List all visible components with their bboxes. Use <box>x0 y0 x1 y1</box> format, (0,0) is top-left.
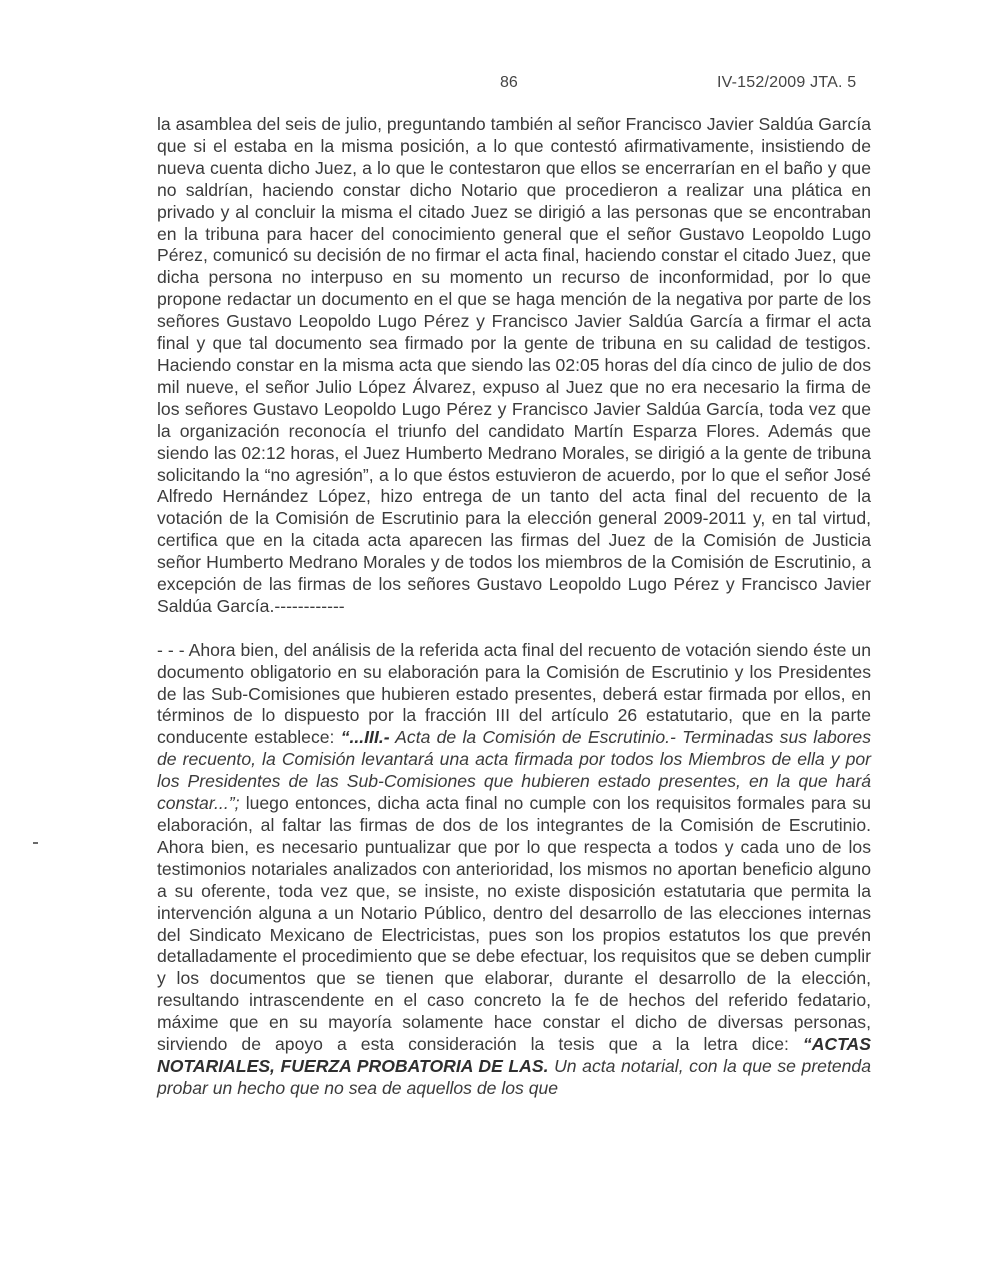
paragraph-analysis <box>157 640 871 1100</box>
paragraph-1-text: la asamblea del seis de julio, preguntando también al señor Francisco Javier Saldúa García que si el estaba en la misma posición, a lo que contestó afirmativamente, insistiendo de nueva cuenta dicho Juez, a lo que le contestaron que ellos se encerrarían en el baño y que no saldrían, haciendo constar dicho Notario que procedieron a realizar una plática en privado y al concluir la misma el citado Juez se dirigió a las personas que se encontraban en la tribuna para hacer del conocimiento general que el señor Gustavo Leopoldo Lugo Pérez, comunicó su decisión de no firmar el acta final, haciendo constar el citado Juez, que dicha persona no interpuso en su momento un recurso de inconformidad, por lo que propone redactar un documento en el que se haga mención de la negativa por parte de los señores Gustavo Leopoldo Lugo Pérez y Francisco Javier Saldúa García a firmar el acta final y que tal documento sea firmado por la gente de tribuna en su calidad de testigos. Haciendo constar en la misma acta que siendo las 02:05 horas del día cinco de julio de dos mil nueve, el señor Julio López Álvarez, expuso al Juez que no era necesario la firma de los señores Gustavo Leopoldo Lugo Pérez y Francisco Javier Saldúa García, toda vez que la organización reconocía el triunfo del candidato Martín Esparza Flores. Además que siendo las 02:12 horas, el Juez Humberto Medrano Morales, se dirigió a la gente de tribuna solicitando la “no agresión”, a lo que éstos estuvieron de acuerdo, por lo que el señor José Alfredo Hernández López, hizo entrega de un tanto del acta final del recuento de la votación de la Comisión de Escrutinio para la elección general 2009-2011 y, en tal virtud, certifica que en la citada acta aparecen las firmas del Juez de la Comisión de Justicia señor Humberto Medrano Morales y de todos los miembros de la Comisión de Escrutinio, a excepción de las firmas de los señores Gustavo Leopoldo Lugo Pérez y Francisco Javier Saldúa García.------------ <box>157 114 871 616</box>
document-body <box>157 114 871 1100</box>
page-header <box>0 74 982 96</box>
page-number: 86 <box>500 74 518 91</box>
paragraph-2-intro: - - - Ahora bien, del análisis de la referida acta final del recuento de votación siendo éste un documento obligatorio en su elaboración para la Comisión de Escrutinio y los Presidentes de las Sub-Comisiones que hubieren estado presentes, deberá estar firmada por ellos, en términos de lo dispuesto por la fracción III del artículo 26 estatutario, que en la parte conducente establece: <box>157 639 871 748</box>
margin-mark <box>33 842 38 844</box>
thesis-title: “ACTAS NOTARIALES, FUERZA PROBATORIA DE LAS. <box>157 1034 871 1076</box>
statute-quote: Acta de la Comisión de Escrutinio.- Terminadas sus labores de recuento, la Comisión levantará una acta firmada por todos los Miembros de ella y por los Presidentes de las Sub-Comisiones que hubieren estado presentes, en la que hará constar...”; <box>157 727 871 814</box>
statute-fraction-label: “...III.- <box>340 727 390 748</box>
paragraph-2-body: luego entonces, dicha acta final no cumple con los requisitos formales para su elaboración, al faltar las firmas de dos de los integrantes de la Comisión de Escrutinio. Ahora bien, es necesario puntualizar que por lo que respecta a todos y cada uno de los testimonios notariales analizados con anterioridad, los mismos no aportan beneficio alguno a su oferente, toda vez que, se insiste, no existe disposición estatutaria que permita la intervención alguna a un Notario Público, dentro del desarrollo de las elecciones internas del Sindicato Mexicano de Electricistas, pues son los propios estatutos los que prevén detalladamente el procedimiento que se debe efectuar, los requisitos que se deben cumplir y los documentos que se tienen que elaborar, durante el desarrollo de la elección, resultando intrascendente en el caso concreto la fe de hechos del referido fedatario, máxime que en su mayoría solamente hace constar el dicho de diversas personas, sirviendo de apoyo a esta consideración la tesis que a la letra dice: <box>157 793 871 1055</box>
paragraph-notarial-account <box>157 114 871 618</box>
case-reference: IV-152/2009 JTA. 5 <box>717 74 857 91</box>
thesis-text: Un acta notarial, con la que se pretenda probar un hecho que no sea de aquellos de los que <box>157 1055 871 1098</box>
